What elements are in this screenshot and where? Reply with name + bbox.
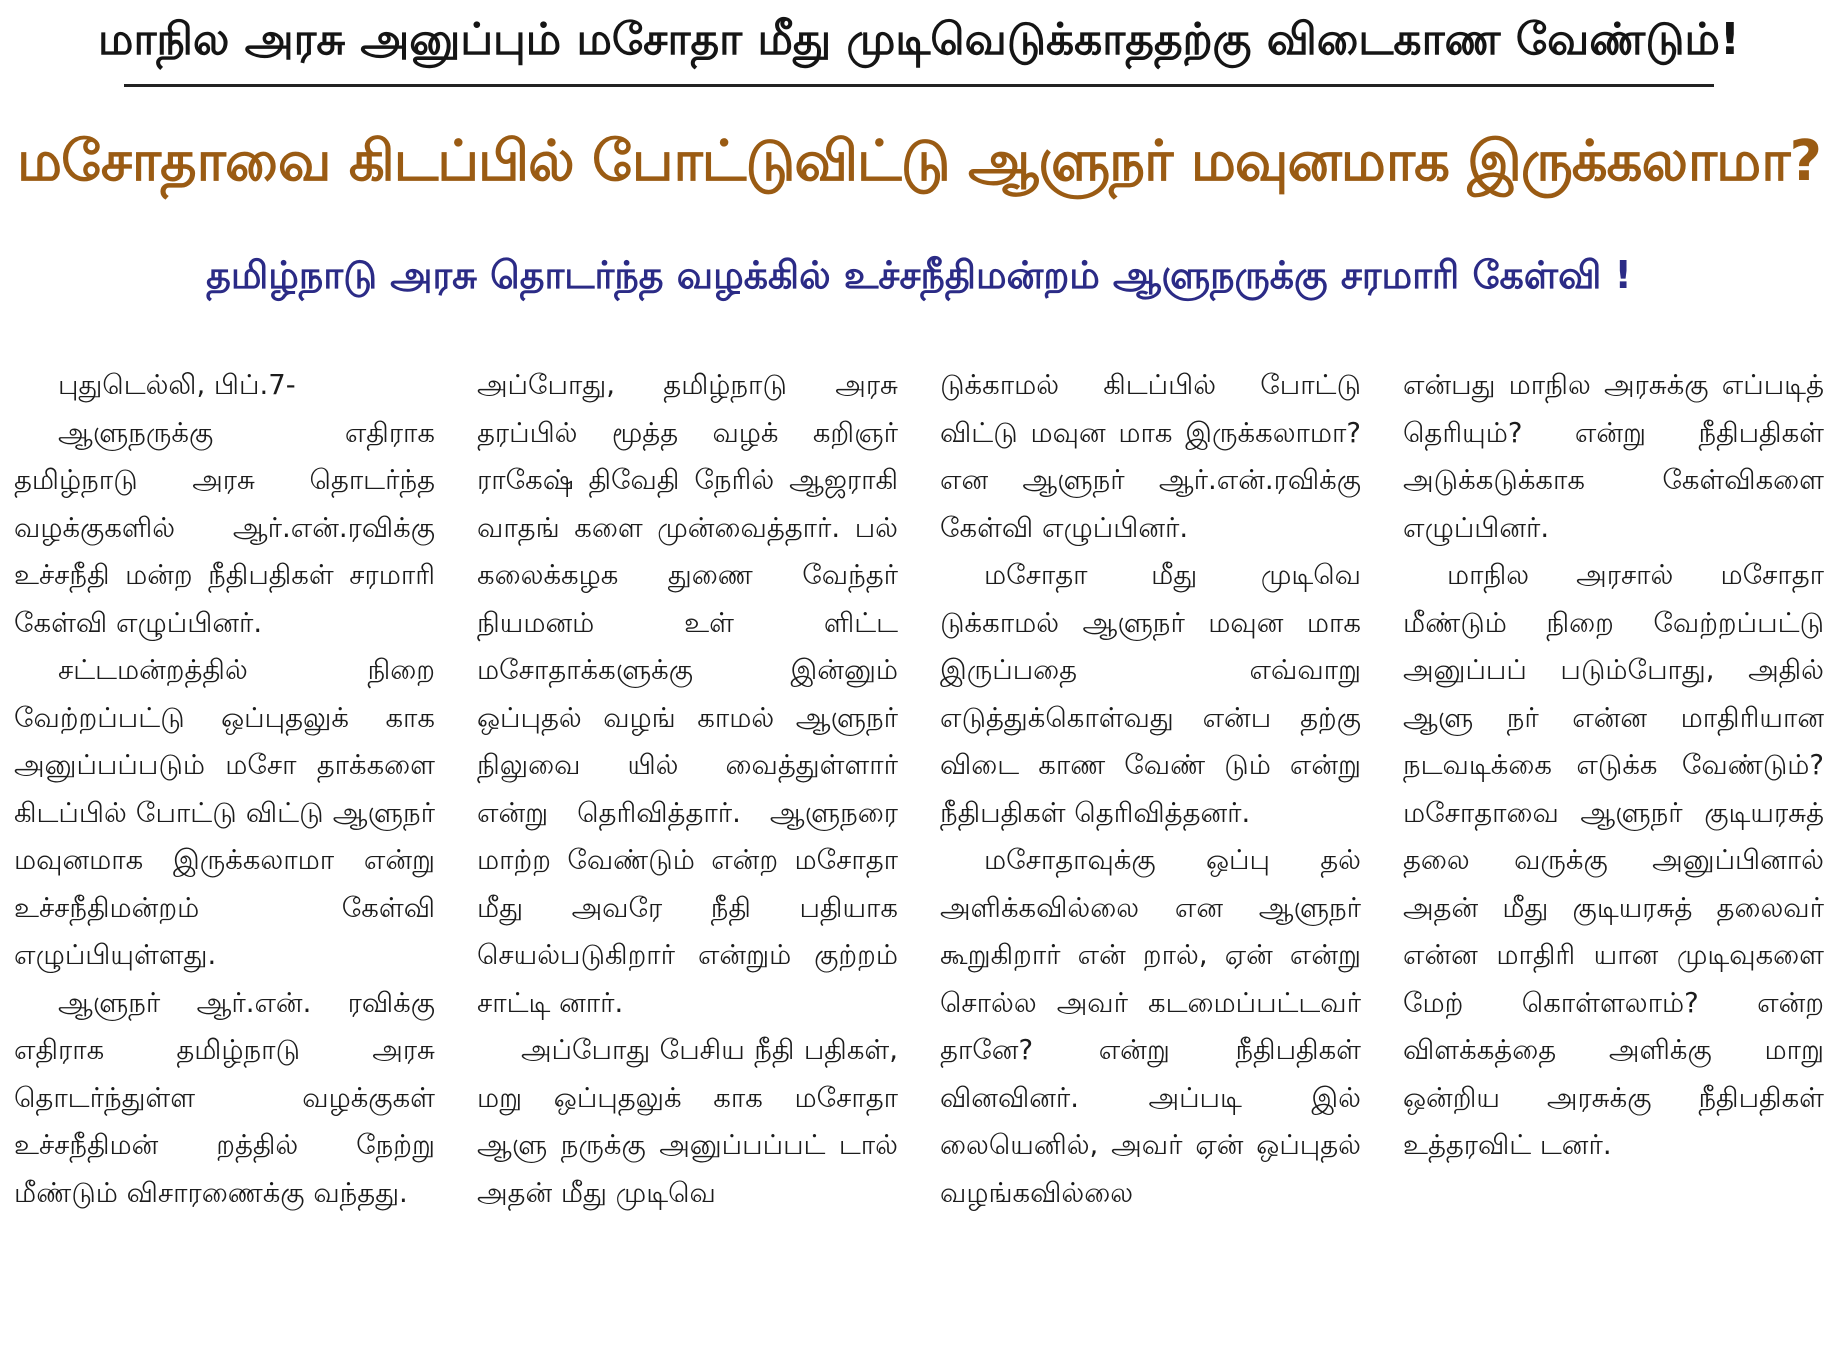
article-paragraph: என்பது மாநில அரசுக்கு எப்படித் தெரியும்? என்று நீதிபதிகள் அடுக்கடுக்காக கேள்விகளை எழுப்பினர்.	[1403, 369, 1824, 544]
article-paragraph: ஆளுநருக்கு எதிராக தமிழ்நாடு அரசு தொடர்ந்த வழக்குகளில் ஆர்.என்.ரவிக்கு உச்சநீதி மன்ற நீதிபதிகள் சரமாரி கேள்வி எழுப்பினர்.	[14, 416, 435, 639]
main-headline: மசோதாவை கிடப்பில் போட்டுவிட்டு ஆளுநர் மவுனமாக இருக்கலாமா?	[17, 129, 1821, 194]
article-paragraph: அப்போது, தமிழ்நாடு அரசு தரப்பில் மூத்த வழக் கறிஞர் ராகேஷ் திவேதி நேரில் ஆஜராகி வாதங் களை முன்வைத்தார். பல் கலைக்கழக துணை வேந்தர் நியமனம் உள் ளிட்ட மசோதாக்களுக்கு இன்னும் ஒப்புதல் வழங் காமல் ஆளுநர் நிலுவை யில் வைத்துள்ளார் என்று தெரிவித்தார். ஆளுநரை மாற்ற வேண்டும் என்ற மசோதா மீது அவரே நீதி பதியாக செயல்படுகிறார் என்றும் குற்றம் சாட்டி னார்.	[477, 369, 898, 1019]
article-column-3	[940, 362, 1361, 1352]
article-paragraph: அப்போது பேசிய நீதி பதிகள், மறு ஒப்புதலுக் காக மசோதா ஆளு நருக்கு அனுப்பப்பட் டால் அதன் மீது முடிவெ	[477, 1034, 898, 1209]
article-column-4	[1403, 362, 1824, 1352]
article-body	[14, 362, 1824, 1352]
article-paragraph: சட்டமன்றத்தில் நிறை வேற்றப்பட்டு ஒப்புதலுக் காக அனுப்பப்படும் மசோ தாக்களை கிடப்பில் போட்டு விட்டு ஆளுநர் மவுனமாக இருக்கலாமா என்று உச்சநீதிமன்றம் கேள்வி எழுப்பியுள்ளது.	[14, 654, 435, 971]
article-paragraph: மசோதா மீது முடிவெ டுக்காமல் ஆளுநர் மவுன மாக இருப்பதை எவ்வாறு எடுத்துக்கொள்வது என்ப தற்கு விடை காண வேண் டும் என்று நீதிபதிகள் தெரிவித்தனர்.	[940, 559, 1361, 829]
dateline: புதுடெல்லி, பிப்.7-	[58, 369, 296, 401]
article-column-1	[14, 362, 435, 1352]
article-column-2	[477, 362, 898, 1352]
article-paragraph: மசோதாவுக்கு ஒப்பு தல் அளிக்கவில்லை என ஆளுநர் கூறுகிறார் என் றால், ஏன் என்று சொல்ல அவர் கடமைப்பட்டவர் தானே? என்று நீதிபதிகள் வினவினர். அப்படி இல் லையெனில், அவர் ஏன் ஒப்புதல் வழங்கவில்லை	[940, 844, 1361, 1209]
kicker-headline: மாநில அரசு அனுப்பும் மசோதா மீது முடிவெடுக்காததற்கு விடைகாண வேண்டும்!	[98, 14, 1740, 65]
article-paragraph: மாநில அரசால் மசோதா மீண்டும் நிறை வேற்றப்பட்டு அனுப்பப் படும்போது, அதில் ஆளு நர் என்ன மாதிரியான நடவடிக்கை எடுக்க வேண்டும்? மசோதாவை ஆளுநர் குடியரசுத் தலை வருக்கு அனுப்பினால் அதன் மீது குடியரசுத் தலைவர் என்ன மாதிரி யான முடிவுகளை மேற் கொள்ளலாம்? என்ற விளக்கத்தை அளிக்கு மாறு ஒன்றிய அரசுக்கு நீதிபதிகள் உத்தரவிட் டனர்.	[1403, 559, 1824, 1161]
sub-headline: தமிழ்நாடு அரசு தொடர்ந்த வழக்கில் உச்சநீதிமன்றம் ஆளுநருக்கு சரமாரி கேள்வி !	[206, 253, 1632, 297]
article-paragraph: டுக்காமல் கிடப்பில் போட்டு விட்டு மவுன மாக இருக்கலாமா? என ஆளுநர் ஆர்.என்.ரவிக்கு கேள்வி எழுப்பினர்.	[940, 369, 1361, 544]
article-paragraph: ஆளுநர் ஆர்.என். ரவிக்கு எதிராக தமிழ்நாடு அரசு தொடர்ந்துள்ள வழக்குகள் உச்சநீதிமன் றத்தில் நேற்று மீண்டும் விசாரணைக்கு வந்தது.	[14, 986, 435, 1209]
